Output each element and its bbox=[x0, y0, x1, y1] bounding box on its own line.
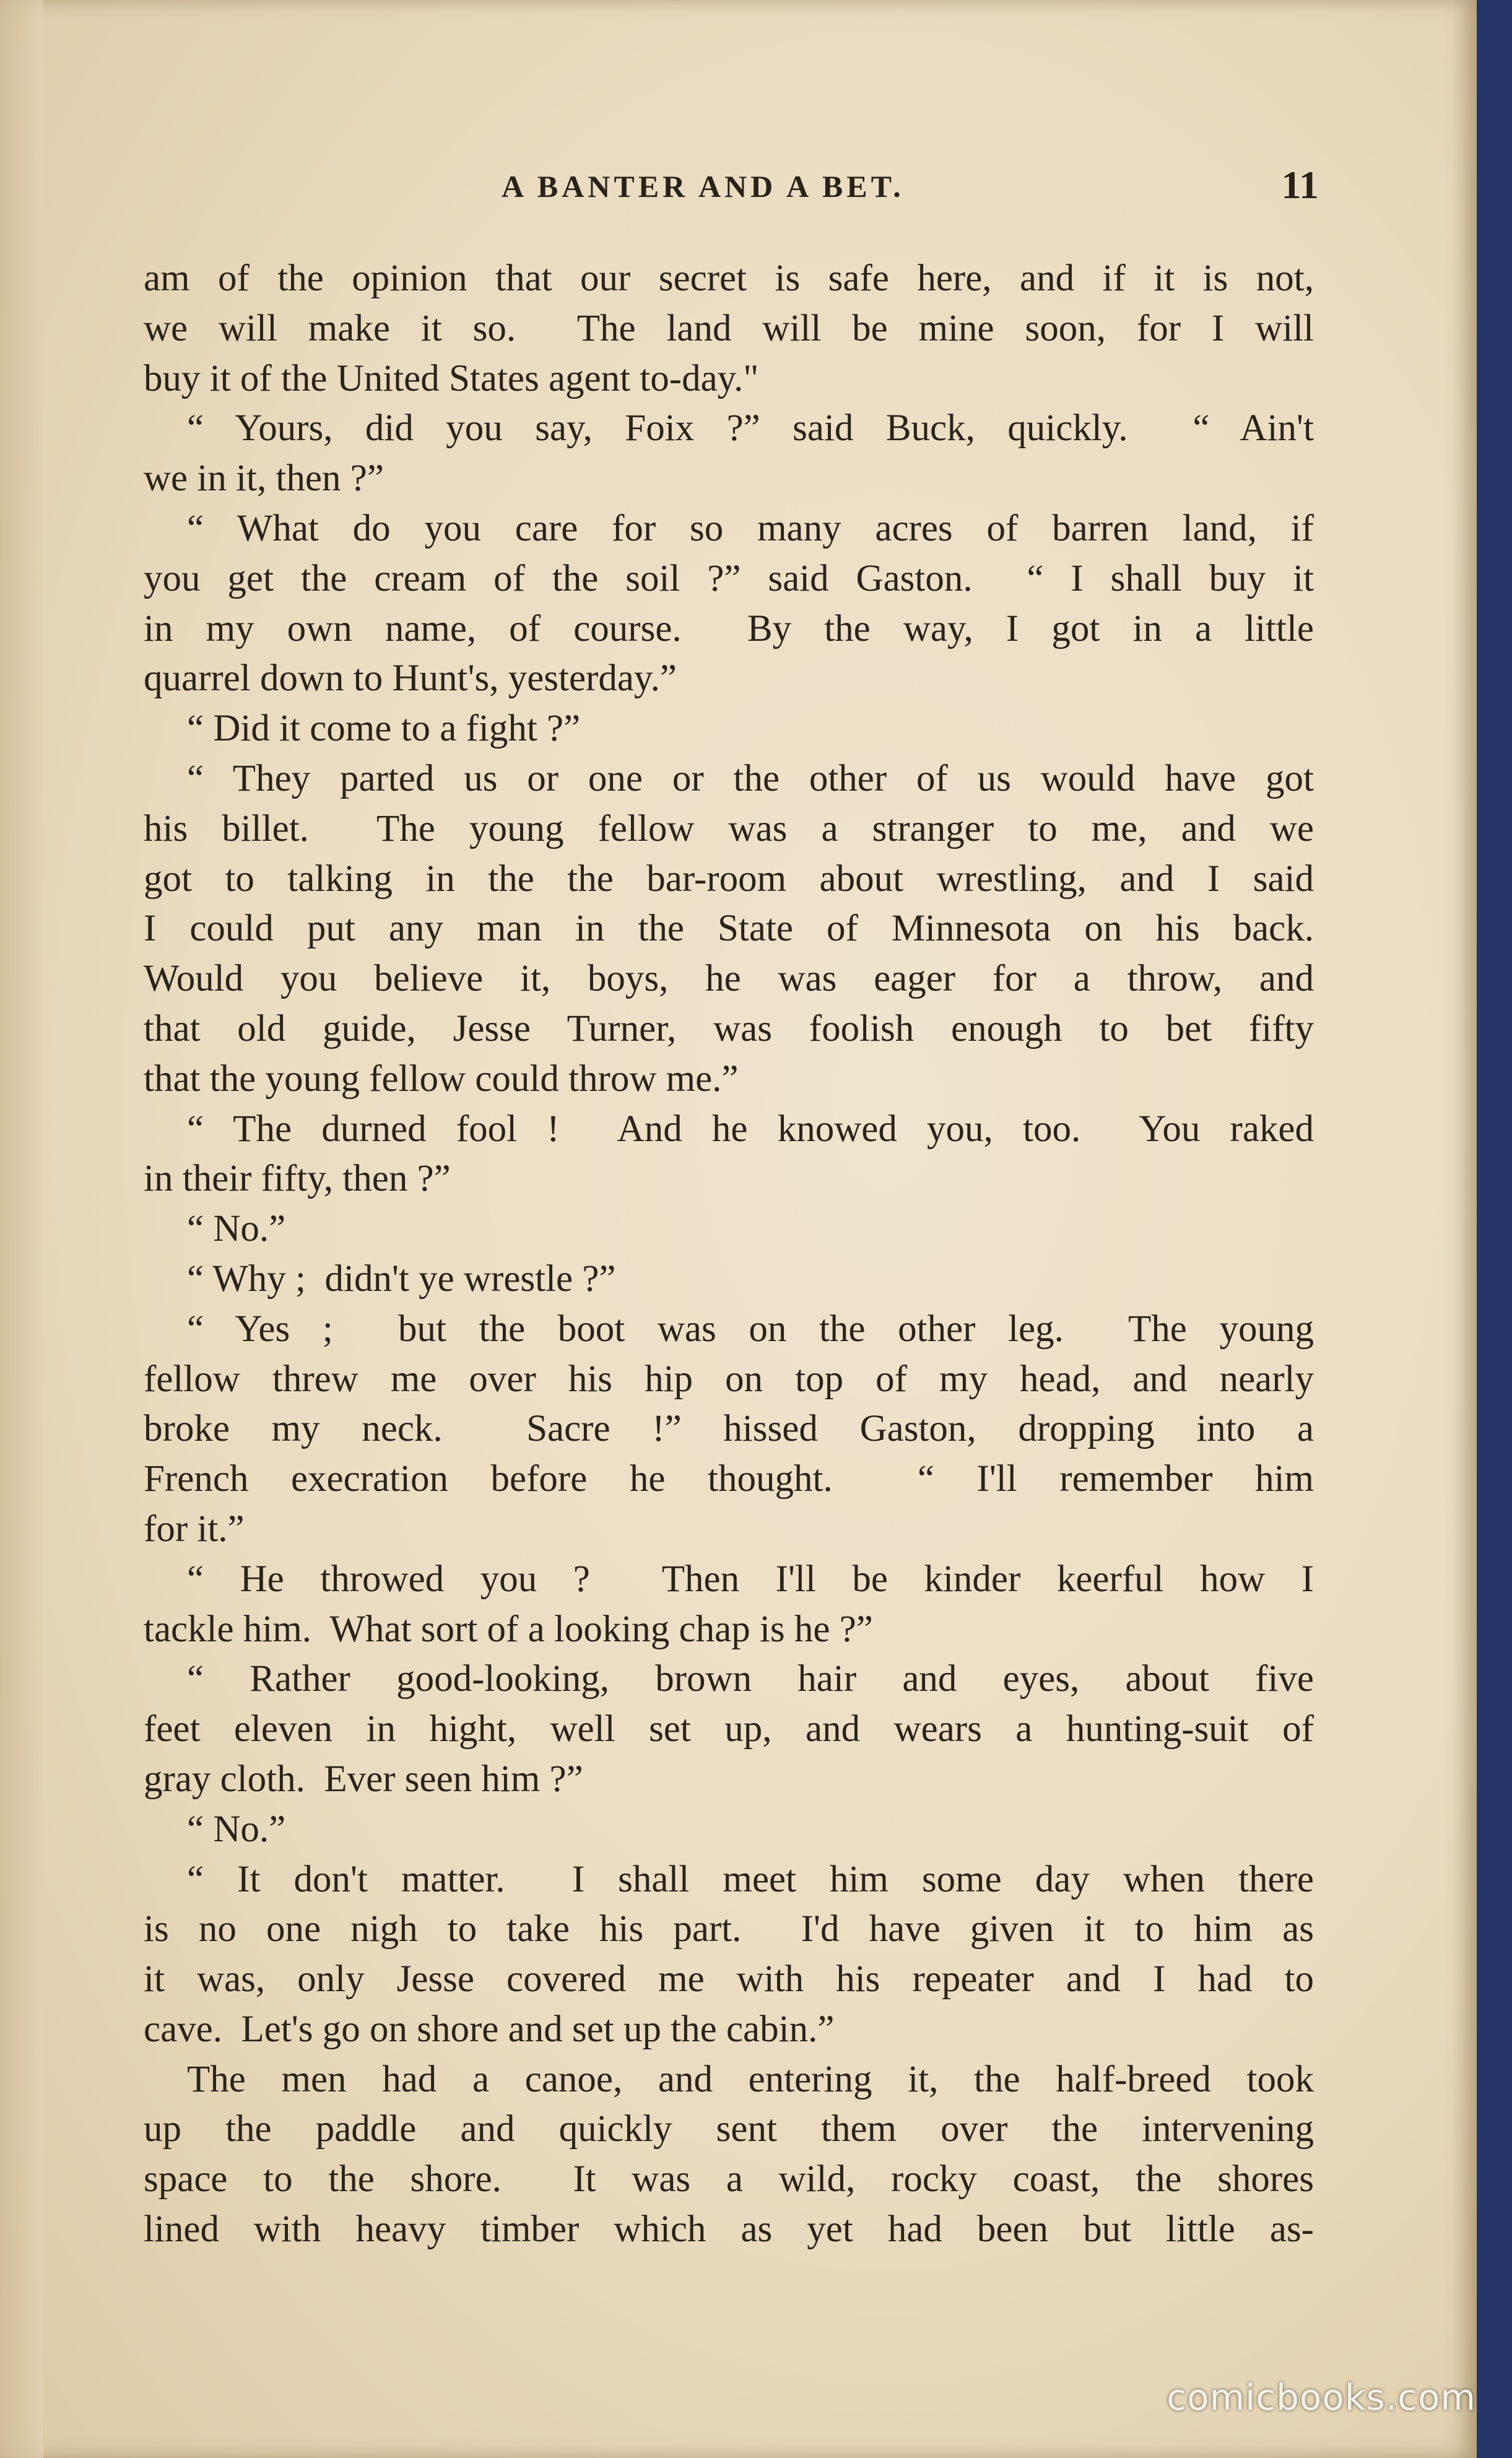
running-header bbox=[483, 162, 1319, 218]
running-title: A BANTER AND A BET. bbox=[502, 169, 905, 204]
text-line: that the young fellow could throw me.” bbox=[144, 1057, 739, 1100]
text-line: gray cloth. Ever seen him ?” bbox=[144, 1758, 583, 1800]
text-line: French execration before he thought. “ I'll remember him bbox=[144, 1458, 1314, 1500]
text-line: we in it, then ?” bbox=[144, 458, 384, 500]
text-line: “ Did it come to a fight ?” bbox=[187, 708, 581, 750]
text-line: “ They parted us or one or the other of us would have got bbox=[187, 757, 1314, 799]
page-number: 11 bbox=[1281, 163, 1319, 207]
text-line: “ Yours, did you say, Foix ?” said Buck, quickly. “ Ain't bbox=[187, 407, 1314, 449]
text-line: tackle him. What sort of a looking chap is he ?” bbox=[144, 1608, 873, 1650]
text-line: “ Why ; didn't ye wrestle ?” bbox=[187, 1257, 616, 1300]
text-line: “ Rather good-looking, brown hair and eyes, about five bbox=[187, 1658, 1314, 1700]
text-line: “ He throwed you ? Then I'll be kinder keerful how I bbox=[187, 1558, 1314, 1600]
text-line: his billet. The young fellow was a stranger to me, and we bbox=[144, 807, 1314, 849]
text-line: “ The durned fool ! And he knowed you, too. You raked bbox=[187, 1108, 1314, 1150]
text-line: “ No.” bbox=[187, 1808, 286, 1850]
text-line: you get the cream of the soil ?” said Gaston. “ I shall buy it bbox=[144, 557, 1314, 599]
text-line: up the paddle and quickly sent them over the intervening bbox=[144, 2108, 1314, 2150]
text-line: is no one nigh to take his part. I'd have given it to him as bbox=[144, 1908, 1314, 1950]
watermark-logo: comicbooks.com bbox=[1167, 2376, 1476, 2418]
text-line: broke my neck. Sacre !” hissed Gaston, dropping into a bbox=[144, 1408, 1314, 1450]
text-line: The men had a canoe, and entering it, the half-breed took bbox=[187, 2058, 1314, 2100]
text-line: space to the shore. It was a wild, rocky coast, the shores bbox=[144, 2158, 1314, 2200]
text-line: “ Yes ; but the boot was on the other leg. The young bbox=[187, 1308, 1314, 1350]
text-line: lined with heavy timber which as yet had been but little as- bbox=[144, 2208, 1314, 2251]
text-line: quarrel down to Hunt's, yesterday.” bbox=[144, 658, 677, 700]
text-line: I could put any man in the State of Minnesota on his back. bbox=[144, 908, 1314, 950]
text-line: feet eleven in hight, well set up, and wears a hunting-suit of bbox=[144, 1708, 1314, 1750]
text-line: we will make it so. The land will be mine soon, for I will bbox=[144, 307, 1314, 349]
text-line: fellow threw me over his hip on top of my head, and nearly bbox=[144, 1358, 1314, 1400]
text-line: that old guide, Jesse Turner, was foolish enough to bet fifty bbox=[144, 1007, 1314, 1049]
text-line: cave. Let's go on shore and set up the cabin.” bbox=[144, 2008, 835, 2050]
text-line: for it.” bbox=[144, 1508, 245, 1550]
text-line: got to talking in the the bar-room about wrestling, and I said bbox=[144, 858, 1314, 900]
body-text bbox=[144, 254, 1314, 2255]
text-line: buy it of the United States agent to-day." bbox=[144, 357, 759, 399]
text-line: “ It don't matter. I shall meet him some day when there bbox=[187, 1858, 1314, 1900]
text-line: in my own name, of course. By the way, I got in a little bbox=[144, 607, 1314, 649]
text-line: it was, only Jesse covered me with his repeater and I had to bbox=[144, 1958, 1314, 2000]
text-line: “ What do you care for so many acres of barren land, if bbox=[187, 507, 1314, 549]
text-line: “ No.” bbox=[187, 1208, 286, 1250]
text-line: am of the opinion that our secret is safe here, and if it is not, bbox=[144, 258, 1314, 299]
text-line: Would you believe it, boys, he was eager for a throw, and bbox=[144, 958, 1314, 1000]
page-gutter-edge bbox=[0, 0, 43, 2458]
text-line: in their fifty, then ?” bbox=[144, 1158, 451, 1200]
